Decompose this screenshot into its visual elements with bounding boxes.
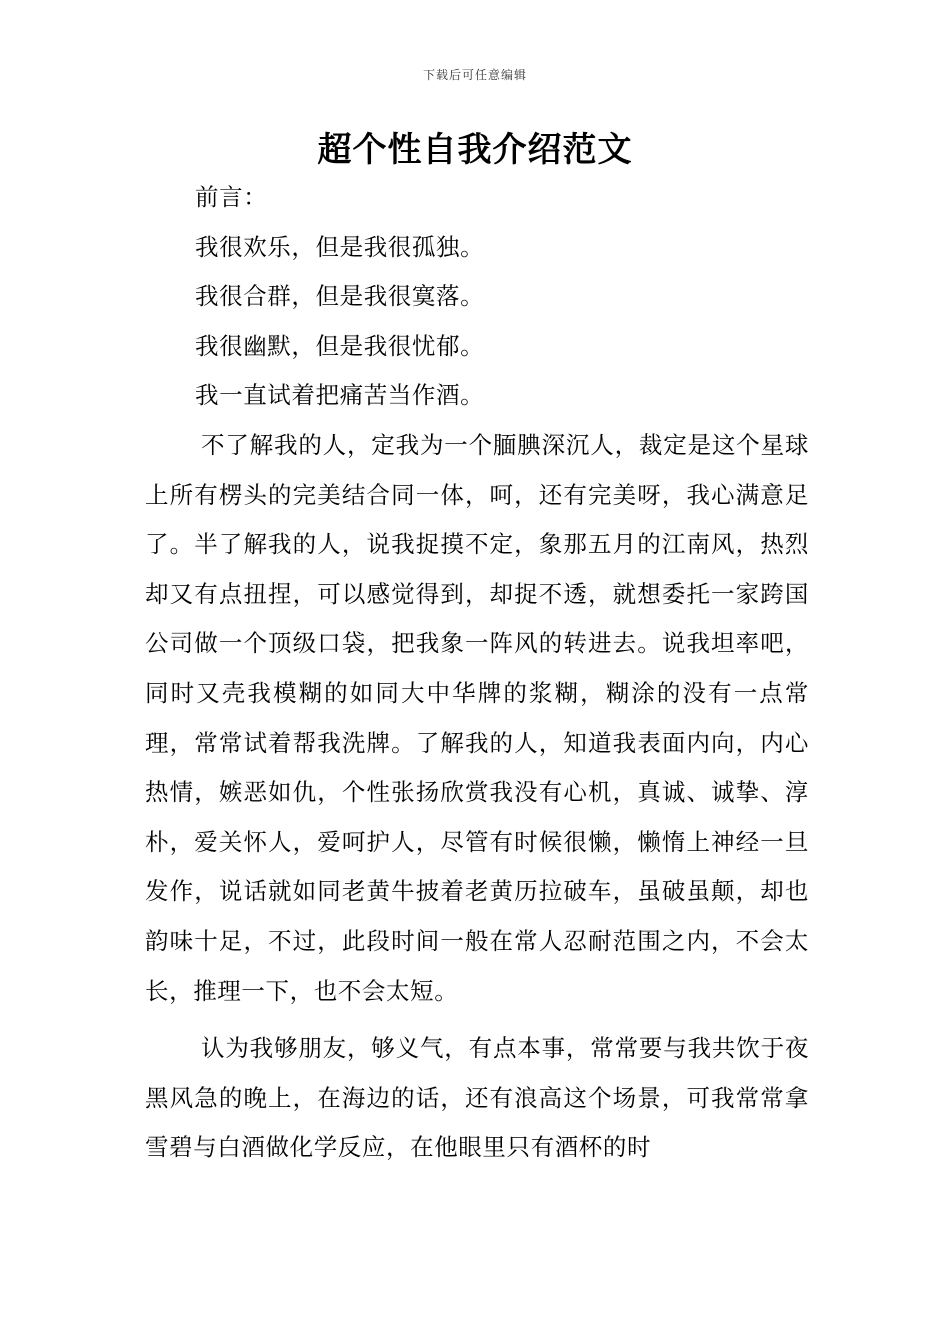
preface-line-3: 我很幽默，但是我很忧郁。: [195, 331, 485, 360]
body-paragraph-2: 认为我够朋友，够义气，有点本事，常常要与我共饮于夜黑风急的晚上，在海边的话，还有浪高这个场景，可我常常拿雪碧与白酒做化学反应，在他眼里只有酒杯的时: [145, 1034, 809, 1162]
body-paragraph-1: 不了解我的人，定我为一个腼腆深沉人，裁定是这个星球上所有楞头的完美结合同一体，呵，还有完美呀，我心满意足了。半了解我的人，说我捉摸不定，象那五月的江南风，热烈却又有点扭捏，可以感觉得到，却捉不透，就想委托一家跨国公司做一个顶级口袋，把我象一阵风的转进去。说我坦率吧，同时又壳我模糊的如同大中华牌的浆糊，糊涂的没有一点常理，常常试着帮我洗牌。了解我的人，知道我表面内向，内心热情，嫉恶如仇，个性张扬欣赏我没有心机，真诚、诚挚、淳朴，爱关怀人，爱呵护人，尽管有时候很懒，懒惰上神经一旦发作，说话就如同老黄牛披着老黄历拉破车，虽破虽颠，却也韵味十足，不过，此段时间一般在常人忍耐范围之内，不会太长，推理一下，也不会太短。: [145, 430, 809, 1005]
document-body: [145, 173, 809, 1173]
header-note: 下载后可任意编辑: [422, 68, 527, 82]
page-title: 超个性自我介绍范文: [317, 130, 633, 170]
preface-line-2: 我很合群，但是我很寞落。: [195, 282, 485, 311]
preface-label: 前言：: [195, 183, 268, 211]
preface-line-4: 我一直试着把痛苦当作酒。: [195, 381, 485, 410]
preface-line-1: 我很欢乐，但是我很孤独。: [195, 232, 485, 261]
